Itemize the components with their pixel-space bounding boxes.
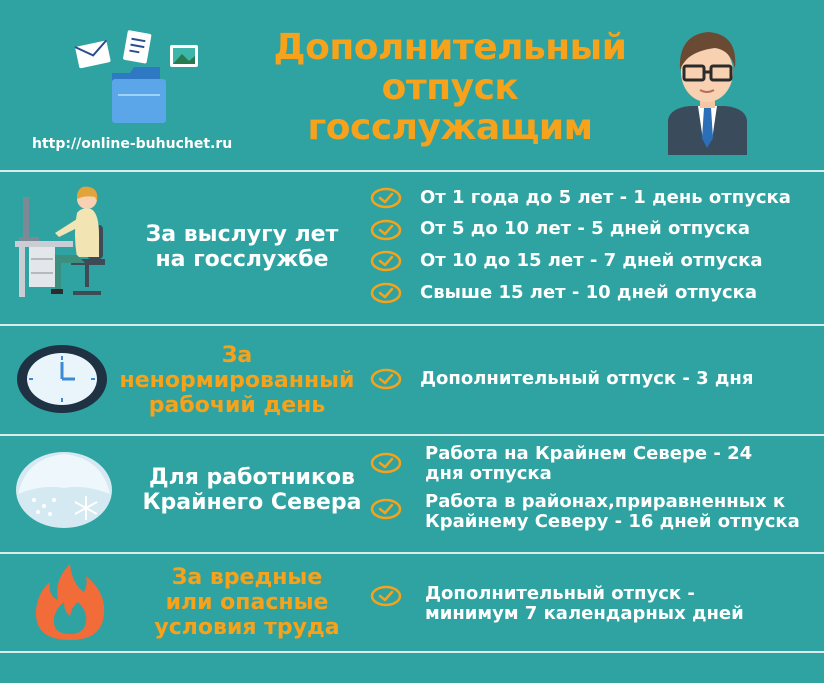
snow-cloud-icon [14,450,114,530]
list-item: От 1 года до 5 лет - 1 день отпуска [420,187,791,208]
list-item-line: Крайнему Северу - 16 дней отпуска [425,511,800,532]
category-line: рабочий день [148,393,326,418]
category-label [122,565,372,640]
divider [0,170,824,172]
list-item: От 10 до 15 лет - 7 дней отпуска [420,250,763,271]
list-item-line: Работа на Крайнем Севере - 24 [425,443,753,464]
divider [0,552,824,554]
category-line: За [221,343,253,368]
check-icon [370,452,402,474]
divider [0,324,824,326]
divider [0,651,824,653]
divider [0,434,824,436]
list-item-line: минимум 7 календарных дней [425,603,744,624]
check-icon [370,187,402,209]
clock-icon [15,342,110,417]
list-item-line: Работа в районах,приравненных к [425,491,786,512]
check-icon [370,219,402,241]
title-line: Дополнительный [273,27,627,68]
check-icon [370,498,402,520]
list-item-line: Дополнительный отпуск - [425,583,695,604]
category-line: За вредные [171,565,323,590]
category-label [108,343,366,418]
category-line: условия труда [154,615,340,640]
clerk-avatar-icon [660,20,755,155]
category-line: Для работников [149,465,355,490]
list-item [425,584,744,624]
check-icon [370,250,402,272]
check-icon [370,282,402,304]
check-icon [370,368,402,390]
title-line: отпуск [381,67,519,108]
list-item-line: дня отпуска [425,463,552,484]
list-item: Свыше 15 лет - 10 дней отпуска [420,282,757,303]
title-line: госслужащим [307,107,593,148]
category-line: или опасные [165,590,329,615]
office-worker-icon [15,185,110,300]
fire-icon [30,562,110,642]
list-item [425,492,800,532]
office-icons [70,25,210,125]
list-item [425,444,752,484]
list-item: Дополнительный отпуск - 3 дня [420,368,754,389]
list-item: От 5 до 10 лет - 5 дней отпуска [420,218,750,239]
category-label [122,465,382,515]
category-line: на госслужбе [155,247,329,272]
category-line: За выслугу лет [145,222,339,247]
page-title [245,28,655,148]
category-label [122,222,362,272]
check-icon [370,585,402,607]
site-url[interactable]: http://online-buhuchet.ru [32,136,233,152]
category-line: Крайнего Севера [142,490,362,515]
category-line: ненормированный [119,368,355,393]
